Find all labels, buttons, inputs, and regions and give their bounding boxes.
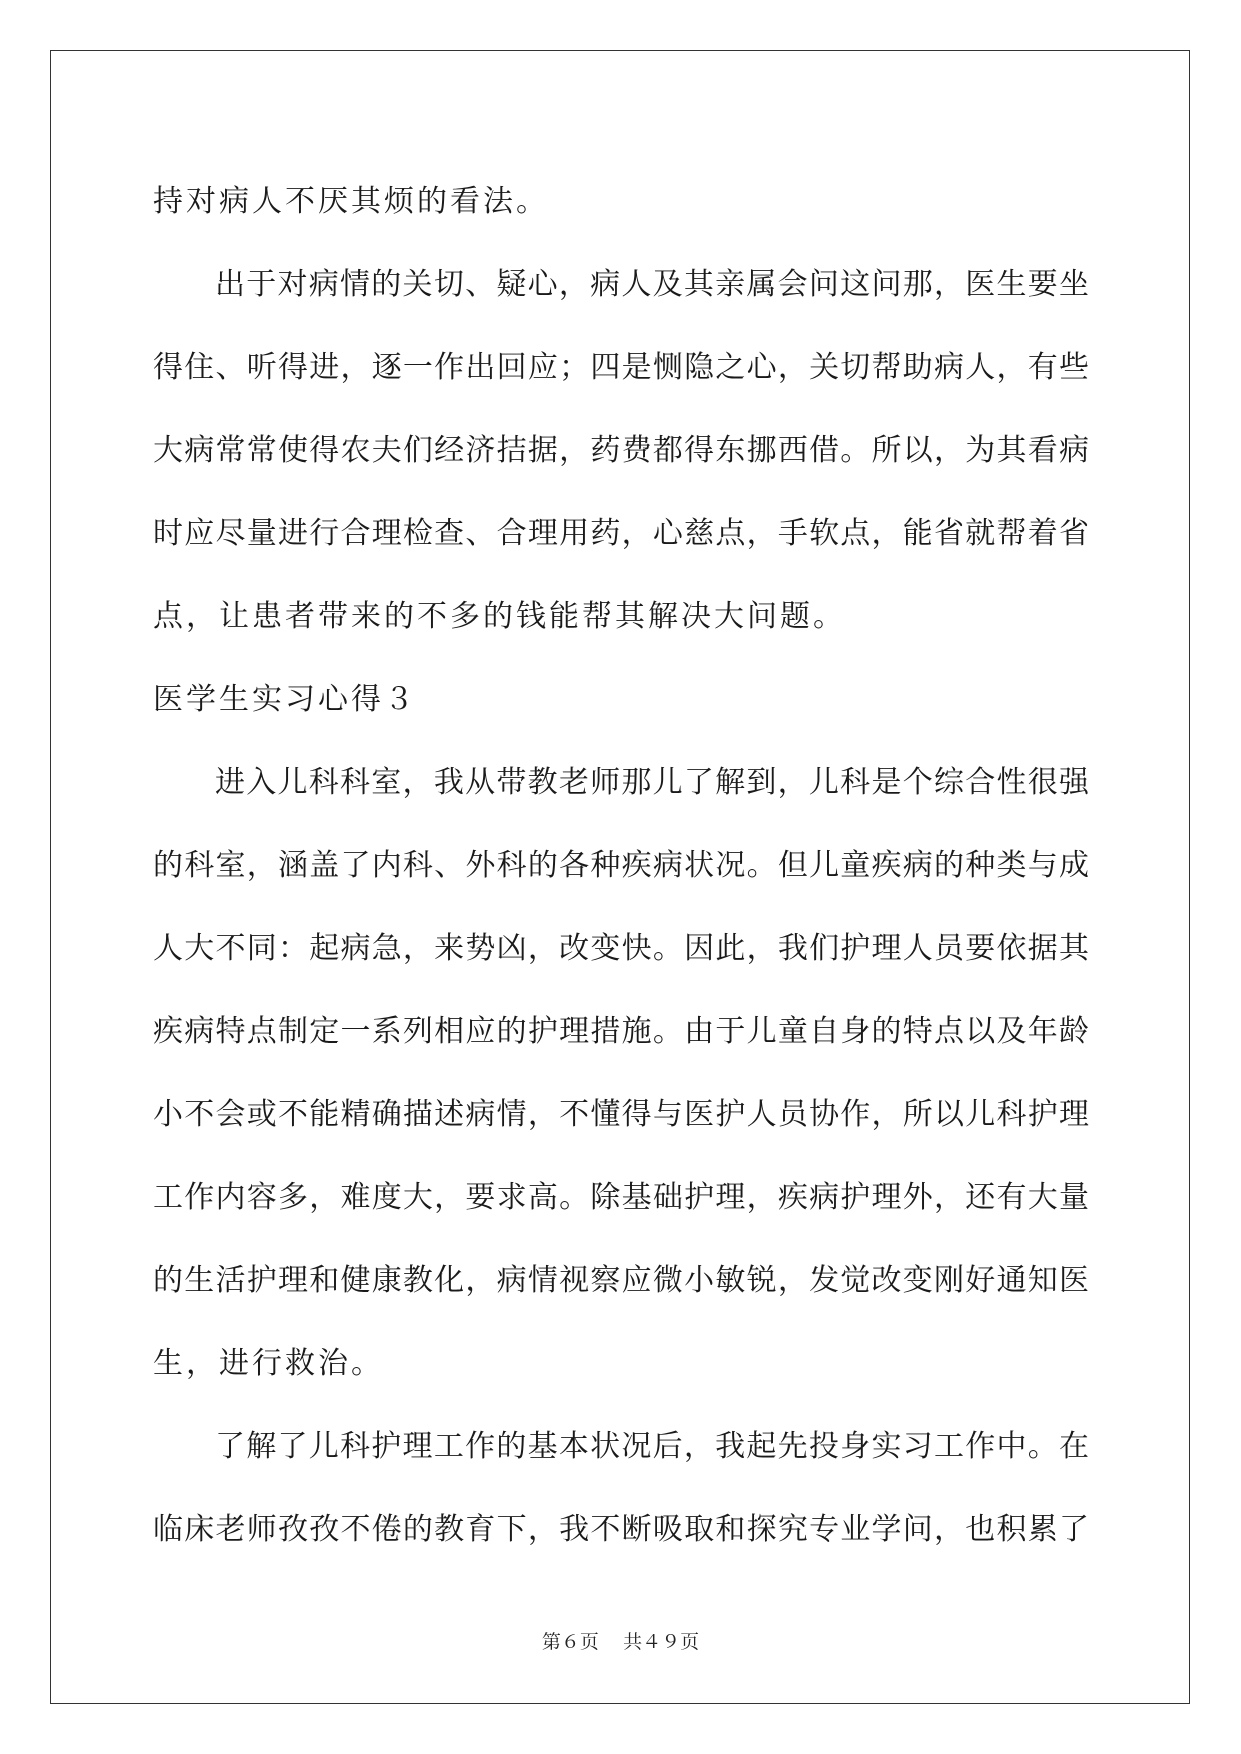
text-line: 生，进行救治。 (153, 1346, 384, 1381)
text-line: 进入儿科科室，我从带教老师那儿了解到，儿科是个综合性很强 (215, 765, 1089, 800)
footer-spacer (599, 1631, 623, 1653)
text-line: 出于对病情的关切、疑心，病人及其亲属会问这问那，医生要坐 (215, 267, 1089, 302)
text-line: 的科室，涵盖了内科、外科的各种疾病状况。但儿童疾病的种类与成 (153, 848, 1089, 883)
text-line: 大病常常使得农夫们经济拮据，药费都得东挪西借。所以，为其看病 (153, 433, 1089, 468)
text-line: 点，让患者带来的不多的钱能帮其解决大问题。 (153, 599, 846, 634)
document-body (153, 160, 1089, 1571)
text-line: 临床老师孜孜不倦的教育下，我不断吸取和探究专业学问，也积累了 (153, 1512, 1089, 1547)
text-line: 时应尽量进行合理检查、合理用药，心慈点，手软点，能省就帮着省 (153, 516, 1089, 551)
text-line: 的生活护理和健康教化，病情视察应微小敏锐，发觉改变刚好通知医 (153, 1263, 1089, 1298)
text-line: 工作内容多，难度大，要求高。除基础护理，疾病护理外，还有大量 (153, 1180, 1089, 1215)
text-line: 疾病特点制定一系列相应的护理措施。由于儿童自身的特点以及年龄 (153, 1014, 1089, 1049)
page-number: 第６页 (541, 1631, 599, 1653)
text-line: 持对病人不厌其烦的看法。 (153, 184, 549, 219)
text-line: 得住、听得进，逐一作出回应；四是恻隐之心，关切帮助病人，有些 (153, 350, 1089, 385)
text-line: 人大不同：起病急，来势凶，改变快。因此，我们护理人员要依据其 (153, 931, 1089, 966)
text-line: 小不会或不能精确描述病情，不懂得与医护人员协作，所以儿科护理 (153, 1097, 1089, 1132)
page-footer (0, 1627, 1241, 1654)
total-pages: 共４９页 (623, 1631, 700, 1653)
section-heading: 医学生实习心得３ (153, 682, 417, 717)
text-line: 了解了儿科护理工作的基本状况后，我起先投身实习工作中。在 (215, 1429, 1089, 1464)
